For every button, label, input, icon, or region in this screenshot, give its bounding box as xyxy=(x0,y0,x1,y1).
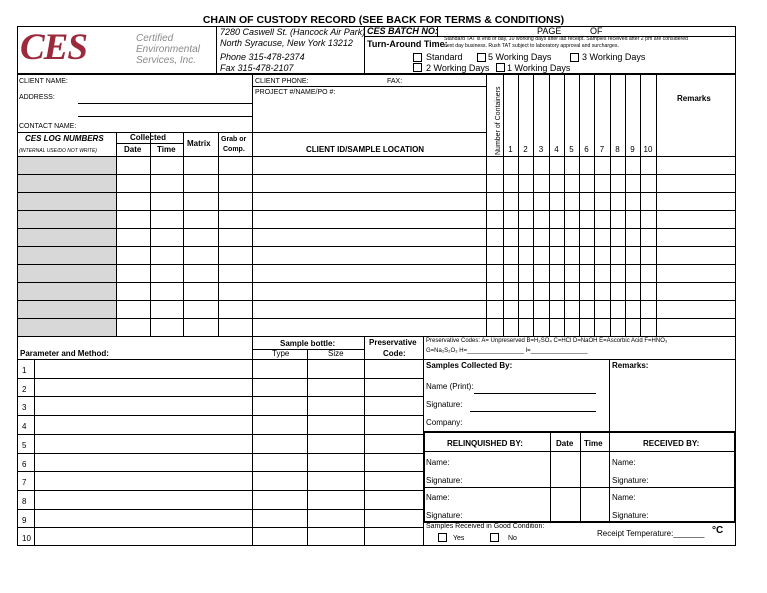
contact-name-label: CONTACT NAME: xyxy=(19,123,77,130)
preservative-codes: G=Na₂S₂O₃ H=_________________ I=_________________ xyxy=(426,348,588,354)
parameter-row-number: 6 xyxy=(22,460,27,469)
log-number-cell xyxy=(18,229,116,246)
divider xyxy=(252,86,486,87)
log-number-cell xyxy=(18,319,116,336)
column-line xyxy=(640,74,641,336)
time-label: Time xyxy=(584,439,603,448)
grab-header: Comp. xyxy=(223,146,245,153)
matrix-header: Matrix xyxy=(187,139,211,148)
containers-header: Number of Containers xyxy=(495,86,502,155)
address-line xyxy=(78,116,252,117)
company-fax: Fax 315-478-2107 xyxy=(220,63,294,73)
tat-note: Standard TAT is end of day, 10 working days after lab receipt. Samples received after 2 pm are considered xyxy=(444,36,689,42)
company-address: 7280 Caswell St. (Hancock Air Park) xyxy=(220,27,366,37)
divider xyxy=(252,349,364,350)
divider xyxy=(580,432,581,522)
received-name-label: Name: xyxy=(612,493,636,502)
log-number-cell xyxy=(18,175,116,192)
preservative-code-label: Code: xyxy=(383,349,406,358)
relinquished-name-label: Name: xyxy=(426,458,450,467)
degree-celsius-label: °C xyxy=(712,525,724,536)
name-print-label: Name (Print): xyxy=(426,382,474,391)
column-line xyxy=(610,74,611,336)
address-label: ADDRESS: xyxy=(19,94,55,101)
grab-header: Grab or xyxy=(221,136,247,143)
column-line xyxy=(183,132,184,336)
divider xyxy=(550,432,551,522)
sample-row-line xyxy=(17,282,736,283)
divider xyxy=(34,359,35,546)
received-signature-label: Signature: xyxy=(612,476,649,485)
batch-label: CES BATCH NO: xyxy=(367,26,438,36)
log-number-cell xyxy=(18,211,116,228)
log-numbers-subheader: (INTERNAL USE/DO NOT WRITE) xyxy=(19,148,97,154)
tat-3day-checkbox[interactable] xyxy=(570,53,579,62)
column-line xyxy=(518,74,519,336)
log-numbers-header: CES LOG NUMBERS xyxy=(25,134,104,143)
tat-option-label: 2 Working Days xyxy=(426,63,490,73)
client-id-header: CLIENT ID/SAMPLE LOCATION xyxy=(306,145,425,154)
container-column-number: 10 xyxy=(643,145,653,154)
divider xyxy=(17,156,736,157)
of-label: OF xyxy=(590,26,603,36)
page-label: PAGE xyxy=(537,26,562,36)
parameter-row-number: 10 xyxy=(22,534,31,543)
fax-label: FAX: xyxy=(387,78,403,85)
preservative-codes: Preservative Codes: A= Unpreserved B=H₂SO₄ C=HCl D=NaOH E=Ascorbic Acid F=HNO₃ xyxy=(426,338,668,344)
address-line xyxy=(78,103,252,104)
sample-row-line xyxy=(17,246,736,247)
log-number-cell xyxy=(18,301,116,318)
sample-row-line xyxy=(17,318,736,319)
log-number-cell xyxy=(18,283,116,300)
date-label: Date xyxy=(556,439,574,448)
tat-5day-checkbox[interactable] xyxy=(477,53,486,62)
container-column-number: 6 xyxy=(584,145,589,154)
parameter-row-line xyxy=(17,378,423,379)
container-column-number: 4 xyxy=(554,145,559,154)
good-condition-label: Samples Received in Good Condition: xyxy=(426,523,545,530)
tat-option-label: 3 Working Days xyxy=(582,52,646,62)
container-column-number: 9 xyxy=(630,145,635,154)
signature-line xyxy=(470,411,596,412)
column-line xyxy=(503,74,504,336)
tat-note: next day business. Rush TAT subject to laboratory approval and surcharges. xyxy=(444,43,619,49)
name-print-line xyxy=(474,393,596,394)
tat-option-label: 1 Working Days xyxy=(507,63,571,73)
parameter-row-line xyxy=(17,509,423,510)
divider xyxy=(17,336,736,337)
container-column-number: 7 xyxy=(599,145,605,154)
sample-row-line xyxy=(17,210,736,211)
client-name-label: CLIENT NAME: xyxy=(19,78,68,85)
company-name-line: Environmental xyxy=(136,44,200,55)
log-number-cell xyxy=(18,193,116,210)
container-column-number: 8 xyxy=(615,145,620,154)
sample-row-line xyxy=(17,192,736,193)
tat-option-label: Standard xyxy=(426,52,463,62)
received-name-label: Name: xyxy=(612,458,636,467)
collected-header: Collected xyxy=(130,133,167,142)
parameter-row-number: 3 xyxy=(22,403,27,412)
log-number-cell xyxy=(18,265,116,282)
relinquished-signature-label: Signature: xyxy=(426,476,463,485)
preservative-label: Preservative xyxy=(369,338,417,347)
divider xyxy=(609,432,610,522)
company-logo: CES xyxy=(20,27,87,68)
company-address: North Syracuse, New York 13212 xyxy=(220,38,353,48)
column-line xyxy=(549,74,550,336)
relinquished-signature-label: Signature: xyxy=(426,511,463,520)
parameter-row-number: 5 xyxy=(22,441,27,450)
container-column-number: 2 xyxy=(523,145,528,154)
sample-row-line xyxy=(17,228,736,229)
tat-1day-checkbox[interactable] xyxy=(496,63,505,72)
samples-collected-by-label: Samples Collected By: xyxy=(426,361,513,370)
client-phone-label: CLIENT PHONE: xyxy=(255,78,309,85)
column-line xyxy=(150,132,151,336)
project-label: PROJECT #/NAME/PO #: xyxy=(255,89,336,96)
column-line xyxy=(116,132,117,336)
remarks-lower-label: Remarks: xyxy=(612,361,649,370)
sample-row-line xyxy=(17,174,736,175)
divider xyxy=(424,451,735,452)
parameter-row-line xyxy=(17,434,423,435)
remarks-header: Remarks xyxy=(677,94,711,103)
time-header: Time xyxy=(157,145,176,154)
divider xyxy=(424,487,735,488)
parameter-row-number: 7 xyxy=(22,478,27,487)
parameter-row-line xyxy=(17,490,423,491)
yes-label: Yes xyxy=(453,535,465,542)
good-condition-yes-checkbox[interactable] xyxy=(438,533,447,542)
parameter-row-line xyxy=(17,396,423,397)
company-label: Company: xyxy=(426,418,463,427)
parameter-row-line xyxy=(17,453,423,454)
company-name-line: Certified xyxy=(136,33,174,44)
column-line xyxy=(533,74,534,336)
form-title: CHAIN OF CUSTODY RECORD (SEE BACK FOR TERMS & CONDITIONS) xyxy=(202,14,565,26)
column-line xyxy=(579,74,580,336)
good-condition-no-checkbox[interactable] xyxy=(490,533,499,542)
company-phone: Phone 315-478-2374 xyxy=(220,52,305,62)
date-header: Date xyxy=(124,145,142,154)
log-number-cell xyxy=(18,247,116,264)
type-label: Type xyxy=(272,349,290,358)
tat-label: Turn-Around Time: xyxy=(367,39,448,49)
divider xyxy=(17,359,736,360)
divider xyxy=(252,336,253,546)
parameter-row-number: 8 xyxy=(22,497,27,506)
column-line xyxy=(656,74,657,336)
parameter-row-number: 9 xyxy=(22,516,27,525)
received-by-label: RECEIVED BY: xyxy=(643,439,700,448)
container-column-number: 3 xyxy=(538,145,544,154)
divider xyxy=(364,336,365,546)
signature-label: Signature: xyxy=(426,400,463,409)
no-label: No xyxy=(508,535,517,542)
column-line xyxy=(486,74,487,336)
sample-row-line xyxy=(17,300,736,301)
size-label: Size xyxy=(328,349,344,358)
relinquished-name-label: Name: xyxy=(426,493,450,502)
parameter-row-line xyxy=(17,527,423,528)
sample-row-line xyxy=(17,264,736,265)
column-line xyxy=(252,132,253,336)
parameter-row-number: 4 xyxy=(22,422,27,431)
divider xyxy=(307,349,308,546)
parameter-row-line xyxy=(17,471,423,472)
sample-bottle-label: Sample bottle: xyxy=(280,339,336,348)
column-line xyxy=(218,132,219,336)
column-line xyxy=(625,74,626,336)
company-name-line: Services, Inc. xyxy=(136,55,197,66)
divider xyxy=(252,74,253,132)
parameter-row-line xyxy=(17,415,423,416)
relinquished-by-label: RELINQUISHED BY: xyxy=(447,439,523,448)
parameter-row-number: 1 xyxy=(22,366,27,375)
tat-2day-checkbox[interactable] xyxy=(413,63,422,72)
column-line xyxy=(594,74,595,336)
container-column-number: 5 xyxy=(569,145,574,154)
received-signature-label: Signature: xyxy=(612,511,649,520)
divider xyxy=(216,26,217,74)
tat-option-label: 5 Working Days xyxy=(488,52,552,62)
log-number-cell xyxy=(18,157,116,174)
divider xyxy=(609,359,610,431)
parameter-row-number: 2 xyxy=(22,385,27,394)
receipt-temperature-label: Receipt Temperature:_______ xyxy=(597,529,705,538)
tat-standard-checkbox[interactable] xyxy=(413,53,422,62)
container-column-number: 1 xyxy=(508,145,513,154)
column-line xyxy=(564,74,565,336)
parameter-label: Parameter and Method: xyxy=(20,349,109,358)
